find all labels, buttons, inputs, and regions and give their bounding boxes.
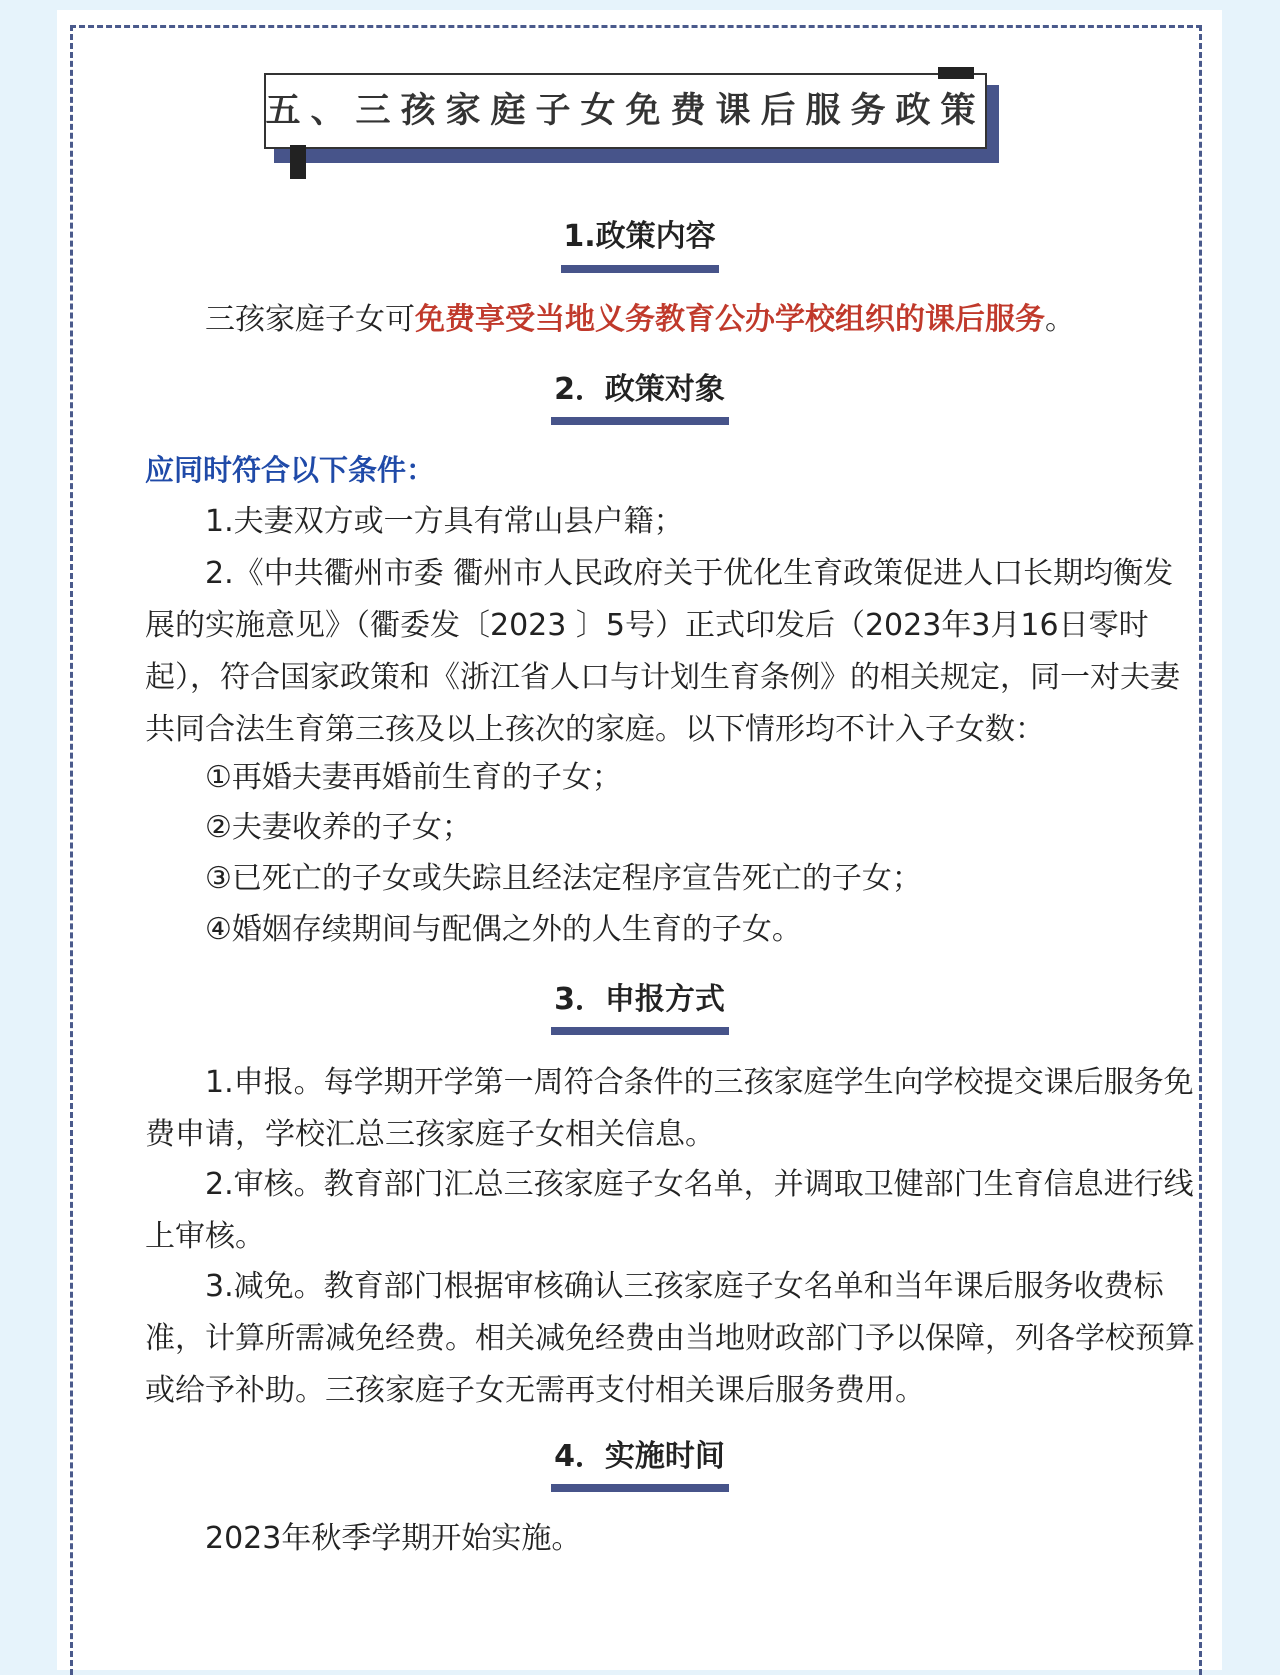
- policy-text: 。: [1045, 302, 1075, 337]
- policy-highlight: 免费享受当地义务教育公办学校组织的课后服务: [415, 302, 1045, 337]
- page-title: 五、三孩家庭子女免费课后服务政策: [265, 91, 986, 131]
- exclusion-item: ③已死亡的子女或失踪且经法定程序宣告死亡的子女；: [205, 861, 922, 896]
- condition-item: 1.夫妻双方或一方具有常山县户籍；: [205, 504, 684, 539]
- section-heading-text: 4．实施时间: [554, 1439, 725, 1474]
- section-heading-text: 1.政策内容: [563, 219, 716, 254]
- policy-text: 三孩家庭子女可: [205, 302, 415, 337]
- document-page: [57, 10, 1222, 1670]
- section-heading-text: 3．申报方式: [554, 982, 725, 1017]
- condition-heading: 应同时符合以下条件：: [145, 453, 436, 487]
- apply-step: 1.申报。每学期开学第一周符合条件的三孩家庭学生向学校提交课后服务免费申请，学校汇总三孩家庭子女相关信息。: [145, 1065, 1194, 1152]
- title-banner: [264, 73, 999, 164]
- condition-item: 2.《中共衢州市委 衢州市人民政府关于优化生育政策促进人口长期均衡发展的实施意见》（衢委发〔2023 〕5号）正式印发后（2023年3月16日零时起），符合国家政策和《浙江省人口与计划生育条例》的相关规定，同一对夫妻共同合法生育第三孩及以上孩次的家庭。以下情形均不计入子女数：: [145, 556, 1180, 747]
- heading-underline: [551, 1484, 729, 1492]
- section-heading-policy-target: [57, 371, 1222, 409]
- section-heading-text: 2．政策对象: [554, 372, 725, 407]
- policy-content-paragraph: [145, 294, 1195, 346]
- heading-underline: [551, 1027, 729, 1035]
- section-heading-policy-content: [57, 218, 1222, 256]
- banner-corner-tab: [938, 67, 974, 79]
- section-heading-apply: [57, 981, 1222, 1019]
- section-heading-timing: [57, 1438, 1222, 1476]
- exclusion-item: ①再婚夫妻再婚前生育的子女；: [205, 760, 622, 795]
- heading-underline: [551, 417, 729, 425]
- exclusion-item: ②夫妻收养的子女；: [205, 810, 472, 845]
- exclusion-item: ④婚姻存续期间与配偶之外的人生育的子女。: [205, 912, 802, 947]
- apply-step: 3.减免。教育部门根据审核确认三孩家庭子女名单和当年课后服务收费标准，计算所需减免经费。相关减免经费由当地财政部门予以保障，列各学校预算或给予补助。三孩家庭子女无需再支付相关课后服务费用。: [145, 1269, 1195, 1408]
- heading-underline: [561, 265, 719, 273]
- timing-paragraph: 2023年秋季学期开始实施。: [205, 1521, 582, 1556]
- apply-step: 2.审核。教育部门汇总三孩家庭子女名单，并调取卫健部门生育信息进行线上审核。: [145, 1167, 1194, 1254]
- banner-corner-tab: [290, 145, 306, 179]
